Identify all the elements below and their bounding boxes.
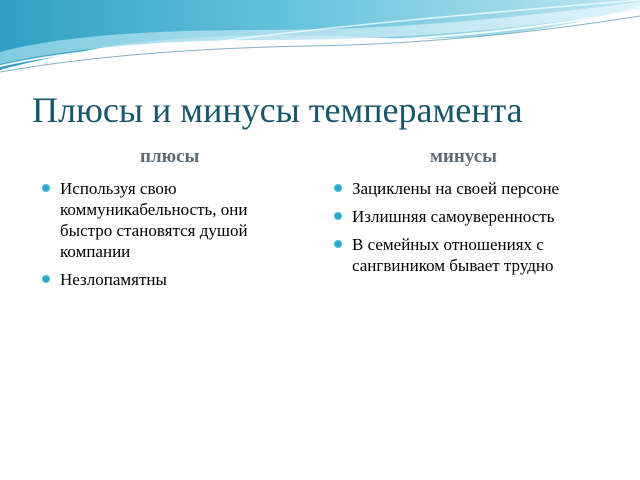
cons-item-text: Зациклены на своей персоне [352,179,560,198]
bullet-dot-icon [334,212,342,220]
cons-list [332,178,622,283]
cons-list-item [332,206,622,227]
bullet-dot-icon [334,184,342,192]
cons-heading: минусы [430,146,498,167]
pros-list-item [40,178,290,262]
slide-title: Плюсы и минусы темперамента [32,90,523,130]
cons-item-text: В семейных отношениях с сангвиником бывает трудно [352,235,554,275]
cons-list-item [332,234,622,276]
decorative-wave-banner [0,0,640,80]
bullet-dot-icon [42,275,50,283]
bullet-dot-icon [334,240,342,248]
bullet-dot-icon [42,184,50,192]
pros-item-text: Используя свою коммуникабельность, они быстро становятся душой компании [60,179,248,261]
cons-item-text: Излишняя самоуверенность [352,207,555,226]
cons-list-item [332,178,622,199]
pros-item-text: Незлопамятны [60,270,167,289]
pros-heading: плюсы [140,146,200,167]
pros-list [40,178,290,297]
pros-list-item [40,269,290,290]
